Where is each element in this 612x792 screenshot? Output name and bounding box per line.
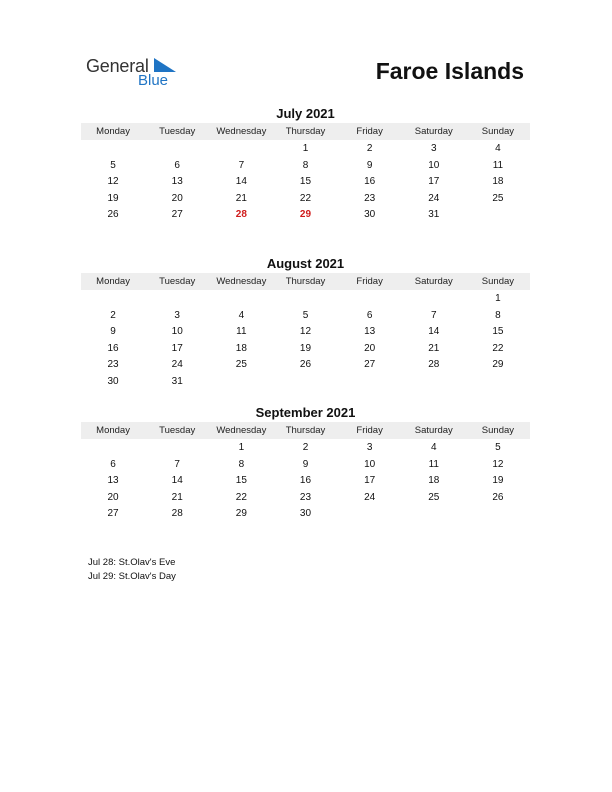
day-cell: 21 (235, 192, 247, 204)
day-cell: 17 (171, 342, 183, 354)
empty-cell (402, 291, 466, 308)
day-cell: 26 (299, 359, 312, 371)
weekday-header (81, 123, 530, 140)
day-cell: 13 (171, 176, 183, 188)
weekday-label: Saturday (414, 276, 453, 287)
day-cell: 4 (495, 143, 501, 154)
day-cell: 15 (492, 326, 504, 338)
weekday-label: Monday (96, 126, 130, 137)
generalblue-logo (86, 56, 186, 92)
holiday-note: Jul 28: St.Olav's Eve (88, 557, 176, 568)
holiday-day-cell: 28 (235, 209, 247, 221)
day-cell: 2 (366, 143, 373, 154)
day-cell: 11 (492, 159, 504, 171)
day-cell: 16 (299, 475, 312, 487)
day-cell: 29 (492, 359, 504, 371)
day-cell: 17 (428, 176, 440, 188)
day-cell: 4 (430, 442, 437, 453)
day-cell: 5 (110, 159, 116, 171)
day-cell: 19 (492, 475, 504, 487)
day-cell: 11 (428, 458, 439, 470)
day-cell: 30 (299, 508, 312, 520)
day-cell: 9 (110, 326, 116, 338)
day-cell: 11 (236, 326, 247, 338)
day-cell: 27 (171, 209, 183, 221)
empty-cell (273, 291, 337, 308)
weekday-label: Wednesday (216, 276, 267, 287)
weekday-label: Friday (356, 276, 383, 287)
day-cell: 16 (107, 342, 119, 354)
weekday-label: Friday (356, 425, 383, 436)
weekday-label: Thursday (285, 425, 326, 436)
day-cell: 18 (492, 176, 504, 188)
day-cell: 8 (495, 309, 501, 321)
day-cell: 23 (364, 192, 376, 204)
day-cell: 13 (107, 475, 119, 487)
weekday-header (81, 273, 530, 290)
empty-cell (145, 141, 209, 158)
weekday-label: Sunday (481, 126, 515, 137)
country-title: Faroe Islands (375, 58, 524, 84)
day-cell: 15 (299, 176, 312, 188)
day-cell: 22 (235, 491, 247, 503)
day-cell: 24 (364, 491, 376, 503)
day-cell: 14 (235, 176, 247, 188)
day-cell: 14 (428, 326, 440, 338)
day-cell: 1 (302, 143, 309, 154)
holiday-notes (88, 556, 176, 584)
day-cell: 15 (235, 475, 247, 487)
day-cell: 7 (174, 458, 180, 470)
day-cell: 24 (171, 359, 183, 371)
day-grid (81, 141, 530, 224)
day-cell: 10 (171, 326, 183, 338)
day-cell: 1 (238, 442, 245, 453)
day-cell: 20 (364, 342, 376, 354)
weekday-label: Friday (356, 126, 383, 137)
empty-cell (145, 291, 209, 308)
holiday-day-cell: 29 (299, 209, 312, 221)
day-cell: 6 (366, 309, 373, 321)
day-cell: 25 (492, 192, 504, 204)
month-title: July 2021 (276, 106, 335, 121)
weekday-label: Saturday (414, 126, 453, 137)
weekday-header (81, 422, 530, 439)
empty-cell (209, 141, 273, 158)
day-cell: 17 (364, 475, 376, 487)
day-grid (81, 291, 530, 391)
day-cell: 8 (302, 159, 309, 171)
logo-blue-text: Blue (138, 72, 169, 89)
day-cell: 30 (364, 209, 376, 221)
day-cell: 7 (238, 159, 245, 171)
day-cell: 12 (107, 176, 119, 188)
empty-cell (81, 291, 145, 308)
day-cell: 2 (302, 442, 309, 453)
empty-cell (209, 291, 273, 308)
day-cell: 22 (299, 192, 312, 204)
day-cell: 28 (171, 508, 183, 520)
day-cell: 26 (107, 209, 119, 221)
day-cell: 31 (171, 375, 183, 387)
day-cell: 10 (364, 458, 376, 470)
day-cell: 23 (299, 491, 312, 503)
day-cell: 20 (107, 491, 119, 503)
day-cell: 2 (110, 309, 116, 321)
day-cell: 18 (235, 342, 247, 354)
day-cell: 6 (110, 458, 116, 470)
day-cell: 25 (428, 491, 440, 503)
weekday-label: Wednesday (216, 425, 267, 436)
day-cell: 26 (492, 491, 504, 503)
day-cell: 29 (235, 508, 247, 520)
day-cell: 19 (107, 192, 119, 204)
day-cell: 31 (428, 209, 440, 221)
day-cell: 21 (428, 342, 440, 354)
logo-general-text: General (86, 56, 149, 76)
day-cell: 25 (235, 359, 247, 371)
day-cell: 28 (428, 359, 440, 371)
day-cell: 7 (430, 309, 437, 321)
day-cell: 23 (107, 359, 119, 371)
day-cell: 8 (238, 458, 245, 470)
month-september (81, 405, 530, 523)
day-cell: 22 (492, 342, 504, 354)
day-cell: 18 (428, 475, 440, 487)
day-cell: 24 (428, 192, 440, 204)
empty-cell (338, 291, 402, 308)
day-cell: 1 (495, 293, 501, 304)
day-cell: 13 (364, 326, 376, 338)
day-cell: 3 (174, 309, 180, 321)
weekday-label: Sunday (481, 425, 515, 436)
weekday-label: Tuesday (159, 425, 196, 436)
day-cell: 30 (107, 375, 119, 387)
weekday-label: Thursday (285, 126, 326, 137)
weekday-label: Monday (96, 425, 130, 436)
holiday-note: Jul 29: St.Olav's Day (88, 571, 176, 582)
weekday-label: Wednesday (216, 126, 267, 137)
day-cell: 9 (366, 159, 373, 171)
weekday-label: Tuesday (159, 126, 196, 137)
day-cell: 5 (302, 309, 309, 321)
day-cell: 14 (171, 475, 183, 487)
empty-cell (81, 141, 145, 158)
day-cell: 27 (364, 359, 376, 371)
day-cell: 19 (299, 342, 312, 354)
day-cell: 21 (171, 491, 183, 503)
empty-cell (145, 440, 209, 457)
month-july (81, 106, 530, 224)
day-grid (81, 440, 530, 523)
day-cell: 27 (107, 508, 119, 520)
day-cell: 12 (492, 458, 504, 470)
weekday-label: Sunday (481, 276, 515, 287)
day-cell: 3 (430, 143, 437, 154)
day-cell: 9 (302, 458, 309, 470)
weekday-label: Monday (96, 276, 130, 287)
day-cell: 12 (299, 326, 312, 338)
month-august (81, 256, 530, 391)
day-cell: 20 (171, 192, 183, 204)
month-title: August 2021 (266, 256, 345, 271)
day-cell: 3 (366, 442, 373, 453)
day-cell: 4 (238, 309, 245, 321)
weekday-label: Saturday (414, 425, 453, 436)
weekday-label: Tuesday (159, 276, 196, 287)
weekday-label: Thursday (285, 276, 326, 287)
day-cell: 16 (364, 176, 376, 188)
day-cell: 5 (495, 442, 501, 453)
day-cell: 6 (174, 159, 180, 171)
day-cell: 10 (428, 159, 440, 171)
month-title: September 2021 (255, 405, 356, 420)
empty-cell (81, 440, 145, 457)
